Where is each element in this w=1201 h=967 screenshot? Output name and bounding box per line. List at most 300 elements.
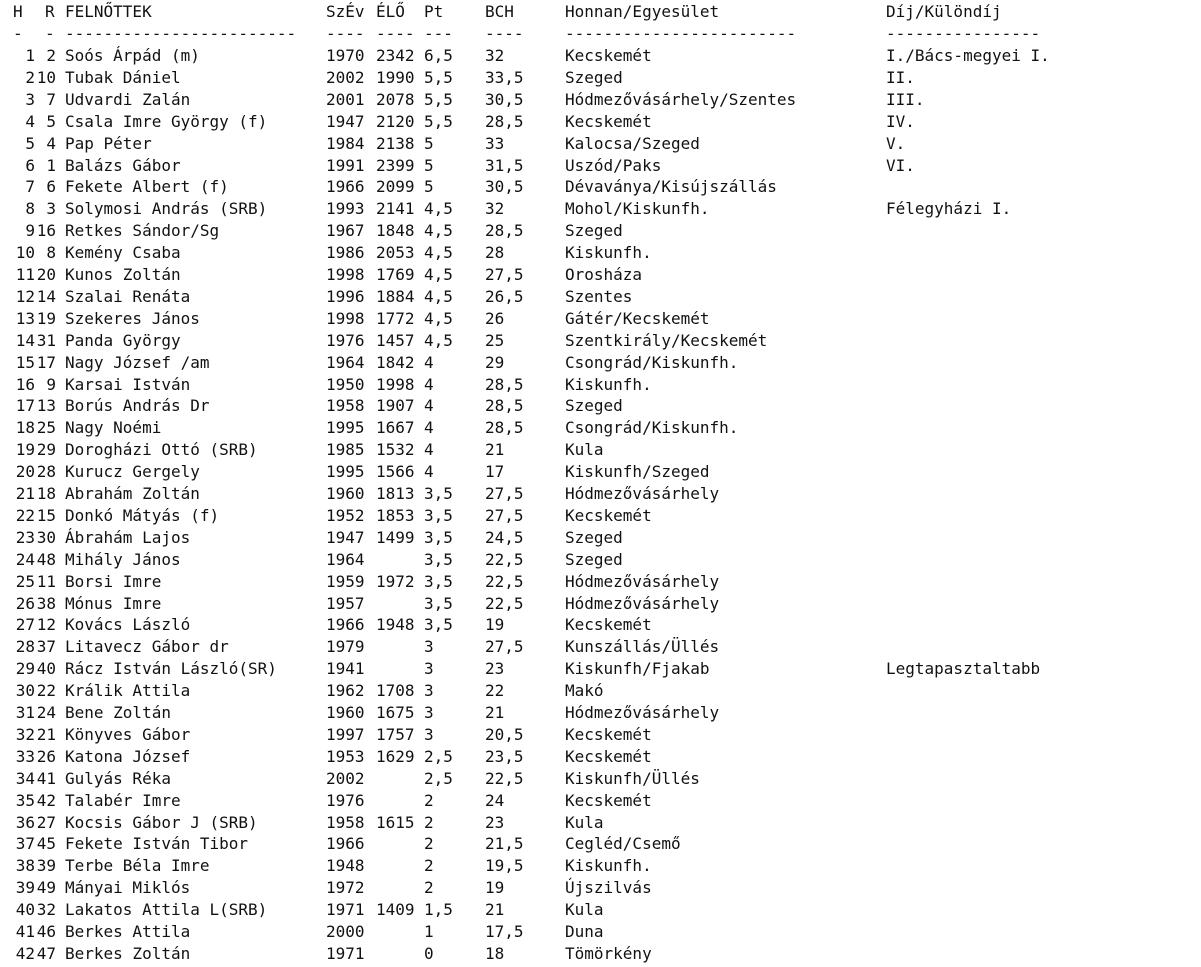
rank-cell: 25 [15,571,35,591]
player-name-cell: Tubak Dániel [65,67,181,87]
start-number-cell: 15 [36,505,56,525]
player-name-cell: Terbe Béla Imre [65,856,210,876]
player-name-cell: Soós Árpád (m) [65,46,200,65]
birth-year-cell: 1966 [326,834,365,854]
points-cell: 3 [424,724,434,744]
table-row [0,549,1201,571]
elo-rating-cell: 1457 [376,330,415,350]
elo-rating-cell: 1615 [376,812,415,832]
start-number-cell: 14 [36,286,56,306]
table-row [0,483,1201,505]
birth-year-cell: 1950 [326,374,365,394]
rank-cell: 42 [15,943,35,963]
start-number-cell: 42 [36,790,56,810]
player-name-cell: Donkó Mátyás (f) [65,505,220,525]
start-number-cell: 32 [36,900,56,920]
start-number-cell: 31 [36,330,56,350]
buchholz-cell: 33,5 [485,67,524,87]
player-name-cell: Nagy Noémi [65,418,162,438]
start-number-cell: 46 [36,922,56,941]
birth-year-cell: 1996 [326,286,365,306]
elo-rating-cell: 1948 [376,615,415,635]
player-name-cell: Berkes Zoltán [65,943,191,963]
award-cell: I./Bács-megyei I. [886,46,1050,65]
club-cell: Kiskunfh. [565,243,652,263]
club-cell: Gátér/Kecskemét [565,308,710,328]
elo-rating-cell: 2342 [376,46,415,65]
elo-rating-cell: 1757 [376,724,415,744]
club-cell: Kecskemét [565,790,652,810]
points-cell: 4 [424,352,434,372]
points-cell: 3,5 [424,505,453,525]
start-number-cell: 1 [46,155,56,175]
player-name-cell: Borsi Imre [65,571,162,591]
rank-cell: 21 [15,484,35,503]
birth-year-cell: 1964 [326,549,365,569]
birth-year-cell: 1959 [326,571,365,591]
points-cell: 5 [424,177,434,197]
birth-year-cell: 1993 [326,199,365,219]
header-row [0,1,1201,23]
birth-year-cell: 1960 [326,703,365,722]
start-number-cell: 5 [46,111,56,131]
rank-cell: 12 [15,286,35,306]
table-row [0,877,1201,899]
player-name-cell: Pap Péter [65,133,152,153]
table-row [0,899,1201,921]
player-name-cell: Gulyás Réka [65,768,171,788]
player-name-cell: Fekete Albert (f) [65,177,229,197]
club-cell: Szeged [565,549,623,569]
player-name-cell: Retkes Sándor/Sg [65,221,220,241]
points-cell: 2 [424,834,434,854]
birth-year-cell: 2000 [326,922,365,941]
rank-cell: 19 [15,440,35,460]
elo-rating-cell: 1769 [376,265,415,284]
elo-rating-cell: 1848 [376,221,415,241]
buchholz-cell: 28,5 [485,418,524,438]
club-cell: Szeged [565,527,623,547]
points-cell: 2 [424,856,434,876]
player-name-cell: Szalai Renáta [65,286,191,306]
elo-rating-cell: 1853 [376,505,415,525]
player-name-cell: Bene Zoltán [65,703,171,722]
birth-year-cell: 1971 [326,943,365,963]
start-number-cell: 22 [36,681,56,701]
club-cell: Kalocsa/Szeged [565,133,700,153]
header-h: H [13,2,23,21]
player-name-cell: Fekete István Tibor [65,834,249,854]
birth-year-cell: 1953 [326,746,365,766]
start-number-cell: 38 [36,593,56,613]
start-number-cell: 16 [36,221,56,241]
birth-year-cell: 1979 [326,637,365,657]
points-cell: 4 [424,418,434,438]
birth-year-cell: 2002 [326,768,365,788]
birth-year-cell: 1947 [326,111,365,131]
table-row [0,308,1201,330]
elo-rating-cell: 2138 [376,133,415,153]
table-row [0,330,1201,352]
table-row [0,571,1201,593]
buchholz-cell: 24,5 [485,527,524,547]
buchholz-cell: 23 [485,659,505,679]
points-cell: 4 [424,374,434,394]
points-cell: 3,5 [424,593,453,613]
points-cell: 6,5 [424,46,453,65]
buchholz-cell: 28 [485,243,505,263]
player-name-cell: Mihály János [65,549,181,569]
table-row [0,352,1201,374]
birth-year-cell: 1998 [326,265,365,284]
header-bch: BCH [485,2,514,21]
birth-year-cell: 1964 [326,352,365,372]
rank-cell: 1 [25,46,35,65]
points-cell: 3,5 [424,571,453,591]
elo-rating-cell: 2141 [376,199,415,219]
club-cell: Duna [565,922,604,941]
club-cell: Hódmezővásárhely [565,484,720,503]
start-number-cell: 25 [36,418,56,438]
birth-year-cell: 2002 [326,67,365,87]
club-cell: Szeged [565,67,623,87]
separator-r: - [45,24,55,43]
player-name-cell: Dorogházi Ottó (SRB) [65,440,258,460]
player-name-cell: Lakatos Attila L(SRB) [65,900,268,920]
birth-year-cell: 1986 [326,243,365,263]
points-cell: 3,5 [424,549,453,569]
buchholz-cell: 19 [485,615,505,635]
points-cell: 1,5 [424,900,453,920]
points-cell: 1 [424,922,434,941]
elo-rating-cell: 1907 [376,396,415,416]
points-cell: 3 [424,703,434,722]
club-cell: Kecskemét [565,615,652,635]
club-cell: Mohol/Kiskunfh. [565,199,710,219]
player-name-cell: Rácz István László(SR) [65,659,277,679]
buchholz-cell: 28,5 [485,374,524,394]
award-cell: II. [886,67,915,87]
birth-year-cell: 1985 [326,440,365,460]
table-row [0,636,1201,658]
points-cell: 4 [424,440,434,460]
club-cell: Szentkirály/Kecskemét [565,330,768,350]
birth-year-cell: 1984 [326,133,365,153]
birth-year-cell: 1972 [326,878,365,898]
club-cell: Kula [565,440,604,460]
player-name-cell: Kurucz Gergely [65,462,200,482]
buchholz-cell: 21,5 [485,834,524,854]
player-name-cell: Karsai István [65,374,191,394]
separator-elo: ---- [376,24,415,43]
table-row [0,768,1201,790]
elo-rating-cell: 1499 [376,527,415,547]
rank-cell: 23 [15,527,35,547]
rank-cell: 20 [15,462,35,482]
separator-bch: ---- [485,24,524,43]
points-cell: 4,5 [424,286,453,306]
rank-cell: 37 [15,834,35,854]
rank-cell: 3 [25,89,35,109]
start-number-cell: 28 [36,462,56,482]
start-number-cell: 39 [36,856,56,876]
start-number-cell: 37 [36,637,56,657]
buchholz-cell: 30,5 [485,177,524,197]
points-cell: 2,5 [424,746,453,766]
club-cell: Szeged [565,221,623,241]
points-cell: 4,5 [424,243,453,263]
elo-rating-cell: 1998 [376,374,415,394]
start-number-cell: 49 [36,878,56,898]
rank-cell: 8 [25,199,35,219]
club-cell: Szentes [565,286,633,306]
buchholz-cell: 26,5 [485,286,524,306]
player-name-cell: Borús András Dr [65,396,210,416]
start-number-cell: 3 [46,199,56,219]
buchholz-cell: 22 [485,681,505,701]
rank-cell: 5 [25,133,35,153]
rank-cell: 38 [15,856,35,876]
table-row [0,176,1201,198]
player-name-cell: Mónus Imre [65,593,162,613]
header-pt: Pt [424,2,444,21]
elo-rating-cell: 1990 [376,67,415,87]
buchholz-cell: 21 [485,900,505,920]
elo-rating-cell: 2399 [376,155,415,175]
elo-rating-cell: 2120 [376,111,415,131]
buchholz-cell: 22,5 [485,593,524,613]
buchholz-cell: 18 [485,943,505,963]
separator-row [0,23,1201,45]
buchholz-cell: 27,5 [485,505,524,525]
rank-cell: 32 [15,724,35,744]
table-row [0,614,1201,636]
start-number-cell: 27 [36,812,56,832]
header-r: R [45,2,55,21]
award-cell: IV. [886,111,915,131]
rank-cell: 30 [15,681,35,701]
separator-pt: --- [424,24,453,43]
elo-rating-cell: 1566 [376,462,415,482]
points-cell: 2 [424,878,434,898]
points-cell: 3 [424,637,434,657]
award-cell: Félegyházi I. [886,199,1012,219]
table-row [0,461,1201,483]
player-name-cell: Abrahám Zoltán [65,484,200,503]
start-number-cell: 47 [36,943,56,963]
birth-year-cell: 1947 [326,527,365,547]
table-row [0,395,1201,417]
player-name-cell: Berkes Attila [65,922,191,941]
club-cell: Kecskemét [565,111,652,131]
points-cell: 3,5 [424,615,453,635]
buchholz-cell: 21 [485,703,505,722]
start-number-cell: 8 [46,243,56,263]
elo-rating-cell: 1884 [376,286,415,306]
club-cell: Makó [565,681,604,701]
table-row [0,89,1201,111]
table-row [0,155,1201,177]
player-name-cell: Litavecz Gábor dr [65,637,229,657]
club-cell: Kecskemét [565,746,652,766]
birth-year-cell: 1966 [326,615,365,635]
buchholz-cell: 23 [485,812,505,832]
buchholz-cell: 19,5 [485,856,524,876]
points-cell: 3,5 [424,527,453,547]
start-number-cell: 45 [36,834,56,854]
start-number-cell: 6 [46,177,56,197]
table-row [0,855,1201,877]
player-name-cell: Csala Imre György (f) [65,111,268,131]
header-elo: ÉLŐ [376,2,405,21]
elo-rating-cell: 1667 [376,418,415,438]
table-row [0,133,1201,155]
rank-cell: 29 [15,659,35,679]
elo-rating-cell: 2078 [376,89,415,109]
rank-cell: 4 [25,111,35,131]
award-cell: V. [886,133,906,153]
elo-rating-cell: 1842 [376,352,415,372]
start-number-cell: 21 [36,724,56,744]
club-cell: Kiskunfh/Üllés [565,768,700,788]
start-number-cell: 10 [36,67,56,87]
rank-cell: 18 [15,418,35,438]
award-cell: VI. [886,155,915,175]
birth-year-cell: 1957 [326,593,365,613]
buchholz-cell: 24 [485,790,505,810]
player-name-cell: Kovács László [65,615,191,635]
elo-rating-cell: 1675 [376,703,415,722]
table-row [0,921,1201,943]
table-row [0,264,1201,286]
rank-cell: 6 [25,155,35,175]
table-row [0,67,1201,89]
club-cell: Kecskemét [565,46,652,65]
header-award: Díj/Különdíj [886,2,1002,21]
table-row [0,943,1201,965]
player-name-cell: Szekeres János [65,308,200,328]
header-name: FELNŐTTEK [65,2,152,21]
separator-born: ---- [326,24,365,43]
start-number-cell: 7 [46,89,56,109]
table-row [0,286,1201,308]
club-cell: Szeged [565,396,623,416]
points-cell: 3,5 [424,484,453,503]
start-number-cell: 29 [36,440,56,460]
rank-cell: 41 [15,922,35,941]
birth-year-cell: 1960 [326,484,365,503]
birth-year-cell: 1958 [326,812,365,832]
buchholz-cell: 26 [485,308,505,328]
start-number-cell: 11 [36,571,56,591]
table-row [0,702,1201,724]
buchholz-cell: 17,5 [485,922,524,941]
points-cell: 2 [424,812,434,832]
separator-award: ---------------- [886,24,1041,43]
table-row [0,242,1201,264]
elo-rating-cell: 1629 [376,746,415,766]
birth-year-cell: 1962 [326,681,365,701]
buchholz-cell: 27,5 [485,265,524,284]
points-cell: 4 [424,462,434,482]
table-row [0,45,1201,67]
points-cell: 0 [424,943,434,963]
elo-rating-cell: 1532 [376,440,415,460]
table-row [0,812,1201,834]
separator-h: - [13,24,23,43]
buchholz-cell: 29 [485,352,505,372]
rank-cell: 2 [25,67,35,87]
birth-year-cell: 1952 [326,505,365,525]
rank-cell: 7 [25,177,35,197]
table-row [0,790,1201,812]
club-cell: Csongrád/Kiskunfh. [565,352,739,372]
rank-cell: 14 [15,330,35,350]
player-name-cell: Kemény Csaba [65,243,181,263]
elo-rating-cell: 1409 [376,900,415,920]
table-row [0,724,1201,746]
rank-cell: 28 [15,637,35,657]
buchholz-cell: 28,5 [485,221,524,241]
start-number-cell: 20 [36,265,56,284]
start-number-cell: 41 [36,768,56,788]
table-row [0,658,1201,680]
club-cell: Hódmezővásárhely [565,703,720,722]
buchholz-cell: 32 [485,46,505,65]
elo-rating-cell: 1972 [376,571,415,591]
points-cell: 5,5 [424,89,453,109]
club-cell: Újszilvás [565,878,652,898]
table-row [0,593,1201,615]
rank-cell: 22 [15,505,35,525]
points-cell: 4,5 [424,199,453,219]
birth-year-cell: 1967 [326,221,365,241]
rank-cell: 9 [25,221,35,241]
rank-cell: 33 [15,746,35,766]
award-cell: III. [886,89,925,109]
start-number-cell: 12 [36,615,56,635]
birth-year-cell: 1995 [326,418,365,438]
player-name-cell: Könyves Gábor [65,724,191,744]
points-cell: 5 [424,155,434,175]
start-number-cell: 13 [36,396,56,416]
birth-year-cell: 1976 [326,790,365,810]
player-name-cell: Králik Attila [65,681,191,701]
rank-cell: 35 [15,790,35,810]
points-cell: 4,5 [424,330,453,350]
table-row [0,198,1201,220]
points-cell: 3 [424,681,434,701]
birth-year-cell: 1970 [326,46,365,65]
birth-year-cell: 1991 [326,155,365,175]
table-row [0,527,1201,549]
buchholz-cell: 27,5 [485,484,524,503]
rank-cell: 40 [15,900,35,920]
player-name-cell: Nagy József /am [65,352,210,372]
birth-year-cell: 1966 [326,177,365,197]
club-cell: Hódmezővásárhely [565,593,720,613]
club-cell: Kiskunfh/Szeged [565,462,710,482]
elo-rating-cell: 1708 [376,681,415,701]
separator-club: ------------------------ [565,24,797,43]
player-name-cell: Talabér Imre [65,790,181,810]
start-number-cell: 17 [36,352,56,372]
club-cell: Kecskemét [565,505,652,525]
elo-rating-cell: 2053 [376,243,415,263]
start-number-cell: 26 [36,746,56,766]
table-row [0,505,1201,527]
birth-year-cell: 1971 [326,900,365,920]
